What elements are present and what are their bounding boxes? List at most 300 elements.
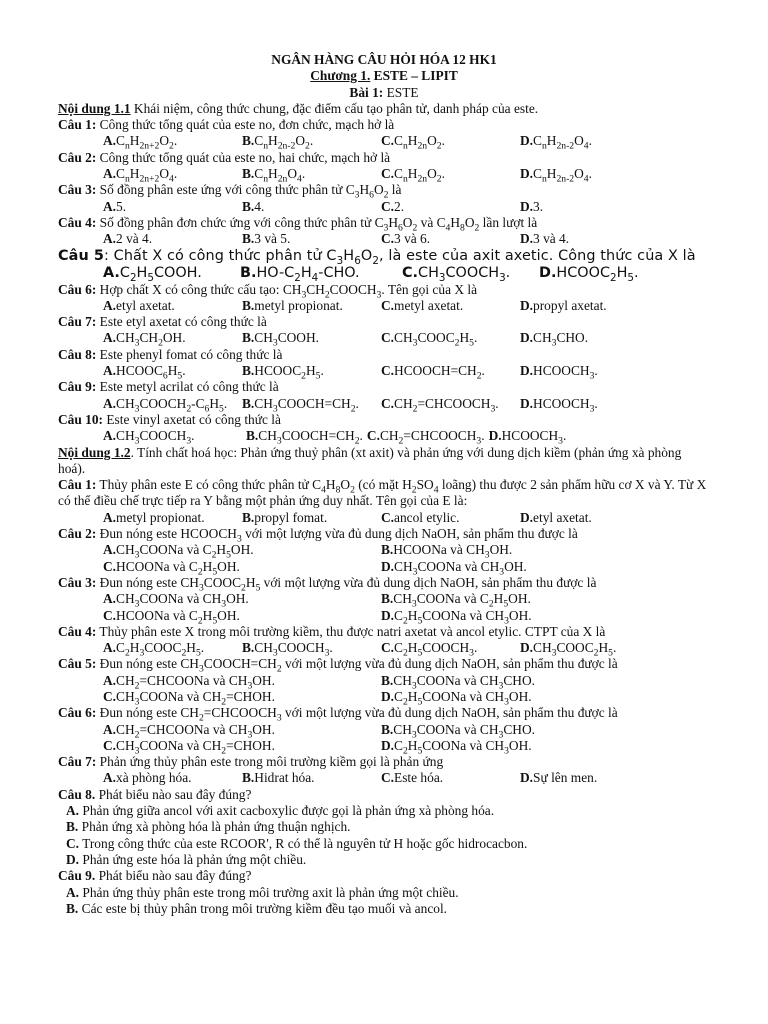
option-text: $HCOOCH_3$.	[533, 363, 598, 382]
answer-option[interactable]	[103, 558, 381, 578]
option-letter: A.	[66, 884, 80, 900]
options-row	[103, 591, 710, 610]
answer-option[interactable]	[103, 591, 381, 610]
option-letter: C.	[381, 198, 395, 214]
option-text: $C_nH_{2n}O_2$.	[394, 166, 445, 185]
question-number: Câu 7:	[58, 754, 97, 770]
option-text: metyl propionat.	[116, 509, 205, 525]
option-text: $CH_3COOC_2H_5$.	[533, 640, 617, 659]
question-number: Câu 5:	[58, 656, 97, 672]
option-text: propyl fomat.	[254, 509, 328, 525]
option-letter: B.	[66, 900, 79, 916]
option-letter: B.	[381, 672, 394, 688]
answer-option[interactable]	[381, 133, 520, 153]
option-letter: B.	[381, 591, 394, 607]
answer-option[interactable]	[103, 672, 381, 692]
option-letter: A.	[103, 640, 117, 656]
question	[58, 314, 710, 330]
answer-option[interactable]	[242, 231, 381, 247]
option-letter: D.	[520, 231, 534, 247]
section-text: Khái niệm, công thức chung, đặc điểm cấu tạo phân tử, danh pháp của este.	[130, 100, 539, 116]
option-letter: B.	[242, 231, 255, 247]
option-text: $C_2H_5COONa$ và $CH_3OH$.	[394, 688, 532, 708]
option-text: $CH_3COONa$ và $C_2H_5OH$.	[116, 542, 254, 561]
option-letter: C.	[381, 509, 395, 525]
option-letter: B.	[240, 264, 257, 281]
answer-option[interactable]	[103, 737, 381, 757]
option-letter: C.	[381, 330, 395, 346]
lesson-heading	[58, 85, 710, 101]
answer-option[interactable]	[103, 265, 240, 282]
option-text: $CH_2=CHCOONa$ và $CH_3OH$.	[116, 672, 275, 692]
chapter-heading	[58, 68, 710, 84]
question-number: Câu 5	[58, 247, 105, 264]
question-text: : Chất X có công thức phân tử $C_3H_6O_2$, là este của axit axetic. Công thức của X là	[104, 247, 696, 267]
answer-option[interactable]	[381, 542, 659, 561]
question	[58, 705, 710, 724]
option-letter: D.	[381, 688, 395, 704]
option-letter: D.	[488, 428, 502, 444]
question-number: Câu 3:	[58, 182, 97, 198]
option-letter: C.	[66, 835, 80, 851]
options-row	[103, 542, 710, 561]
answer-option[interactable]	[103, 199, 242, 215]
answer-option[interactable]	[381, 199, 520, 215]
option-letter: B.	[242, 770, 255, 786]
section-heading-1	[58, 101, 710, 117]
option-text: $CH_3COOCH_3$.	[254, 640, 333, 659]
answer-option[interactable]	[381, 640, 520, 659]
answer-option[interactable]	[381, 688, 659, 708]
chapter-text: ESTE – LIPIT	[370, 68, 458, 84]
question-text: Số đồng phân este ứng với công thức phân tử $C_3H_6O_2$ là	[96, 182, 402, 202]
option-text: $C_2H_5COONa$ và $CH_3OH$.	[394, 607, 532, 627]
answer-option[interactable]	[520, 395, 659, 415]
question-number: Câu 1:	[58, 117, 97, 133]
answer-option[interactable]	[103, 133, 242, 153]
option-letter: B.	[242, 166, 255, 182]
option-letter: D.	[381, 558, 395, 574]
option-letter: C.	[381, 770, 395, 786]
option-text: $CH_3COONa$ và $C_2H_5OH$.	[393, 591, 531, 610]
option-letter: A.	[103, 428, 117, 444]
question-text: Đun nóng este $CH_3COOC_2H_5$ với một lượng vừa đủ dung dịch NaOH, sản phẩm thu được là	[96, 574, 597, 594]
option-letter: A.	[103, 509, 117, 525]
option-text: Phản ứng este hóa là phản ứng một chiều.	[82, 851, 307, 867]
question	[58, 624, 710, 640]
options-row	[103, 265, 710, 282]
answer-option[interactable]	[242, 298, 381, 314]
option-text: $CH_3COONa$ và $CH_3OH$.	[394, 558, 527, 578]
option-text: etyl axetat.	[116, 297, 175, 313]
options-row	[103, 672, 710, 692]
option-letter: D.	[520, 395, 534, 411]
option-letter: A.	[103, 297, 117, 313]
options-row	[103, 395, 710, 415]
options-row	[66, 819, 710, 835]
question-text: Este etyl axetat có công thức là	[96, 314, 267, 330]
option-letter: A.	[103, 363, 117, 379]
options-row	[103, 607, 710, 627]
option-letter: A.	[103, 591, 117, 607]
option-text: $C_nH_{2n+2}O_2$.	[116, 133, 178, 153]
option-text: $C_nH_{2n-2}O_4$.	[533, 133, 592, 153]
option-text: $C_nH_{2n+2}O_4$.	[116, 166, 178, 185]
answer-option[interactable]	[381, 770, 520, 786]
options-row	[66, 836, 710, 852]
question-number: Câu 3:	[58, 574, 97, 590]
answer-option[interactable]	[66, 803, 494, 818]
answer-option[interactable]	[520, 231, 659, 247]
options-row	[103, 737, 710, 757]
option-text: $C_2H_5COOCH_3$.	[394, 640, 478, 659]
answer-option[interactable]	[242, 510, 381, 526]
question-number: Câu 10:	[58, 411, 104, 427]
option-text: Phản ứng giữa ancol với axit cacboxylic được gọi là phản ứng xà phòng hóa.	[82, 803, 495, 819]
question	[58, 214, 710, 234]
answer-option[interactable]	[240, 265, 402, 282]
option-letter: D.	[381, 737, 395, 753]
option-text: $HCOOCH_3$.	[501, 428, 567, 447]
answer-option[interactable]	[366, 428, 485, 447]
answer-option[interactable]	[381, 363, 520, 382]
option-text: metyl propionat.	[254, 297, 343, 313]
answer-option[interactable]	[520, 330, 659, 350]
answer-option[interactable]	[402, 265, 539, 282]
option-letter: D.	[520, 330, 534, 346]
option-letter: D.	[520, 640, 534, 656]
option-text: Phản ứng thủy phân este trong môi trường axit là phản ứng một chiều.	[82, 884, 459, 900]
option-text: 2 và 4.	[116, 231, 153, 247]
answer-option[interactable]	[520, 298, 659, 314]
option-text: $CH_3COOH$.	[254, 330, 319, 350]
answer-option[interactable]	[520, 166, 659, 185]
option-letter: C.	[103, 607, 117, 623]
option-letter: A.	[103, 542, 117, 558]
option-text: Phản ứng xà phòng hóa là phản ứng thuận nghịch.	[81, 819, 351, 835]
options-row	[66, 901, 710, 917]
question	[58, 787, 710, 803]
question-number: Câu 2:	[58, 149, 97, 165]
option-text: 3.	[533, 198, 544, 214]
option-text: xà phòng hóa.	[116, 770, 192, 786]
answer-option[interactable]	[520, 363, 659, 382]
option-text: HCOONa và $C_2H_5OH$.	[116, 607, 240, 627]
option-text: $HCOOCH_3$.	[533, 395, 598, 415]
option-letter: D.	[520, 166, 534, 182]
question-number: Câu 4:	[58, 623, 97, 639]
options-row	[103, 770, 710, 786]
question-number: Câu 1:	[58, 477, 97, 493]
option-letter: C.	[402, 264, 419, 281]
option-letter: A.	[103, 231, 117, 247]
option-letter: B.	[246, 428, 259, 444]
question	[58, 754, 710, 770]
question-text: Este metyl acrilat có công thức là	[96, 379, 279, 395]
option-text: 5.	[116, 198, 127, 214]
answer-option[interactable]	[66, 819, 351, 834]
answer-option[interactable]	[103, 298, 242, 314]
question	[58, 182, 710, 202]
answer-option[interactable]	[66, 836, 527, 851]
option-text: $CH_3COOCH=CH_2$.	[258, 428, 363, 447]
option-letter: A.	[103, 330, 117, 346]
option-letter: D.	[520, 133, 534, 149]
page-title: NGÂN HÀNG CÂU HỎI HÓA 12 HK1	[271, 52, 497, 67]
answer-option[interactable]	[103, 542, 381, 561]
answer-option[interactable]	[103, 688, 381, 708]
option-text: $CH_2=CHCOOCH_3$.	[394, 395, 499, 415]
question	[58, 281, 710, 301]
option-letter: B.	[381, 721, 394, 737]
option-letter: C.	[381, 133, 395, 149]
answer-option[interactable]	[242, 363, 381, 382]
option-text: $CH_3COOC_2H_5$.	[394, 330, 478, 350]
option-text: $CH_3COOCH=CH_2$.	[254, 395, 359, 415]
question-text: Thủy phân este X trong môi trường kiềm, thu được natri axetat và ancol etylic. CTPT của X là	[96, 623, 606, 639]
option-letter: D.	[539, 264, 557, 281]
option-letter: C.	[381, 297, 395, 313]
question-text: Đun nóng este $HCOOCH_3$ với một lượng vừa đủ dung dịch NaOH, sản phẩm thu được là	[96, 526, 578, 545]
answer-option[interactable]	[381, 737, 659, 757]
option-text: $CH_3CHO$.	[533, 330, 589, 350]
option-text: $C_nH_{2n}O_4$.	[254, 166, 306, 185]
answer-option[interactable]	[242, 199, 381, 215]
answer-option[interactable]	[103, 607, 381, 627]
option-text: $HCOOCH=CH_2$.	[394, 363, 485, 382]
question-text: Phát biểu nào sau đây đúng?	[95, 868, 252, 884]
section-label: Nội dung 1.1	[58, 100, 131, 116]
option-letter: B.	[242, 395, 255, 411]
answer-option[interactable]	[103, 166, 242, 185]
question	[58, 574, 710, 594]
answer-option[interactable]	[381, 721, 659, 741]
answer-option[interactable]	[539, 265, 659, 282]
answer-option[interactable]	[103, 363, 242, 382]
answer-option[interactable]	[242, 395, 381, 415]
answer-option[interactable]	[103, 721, 381, 741]
option-text: metyl axetat.	[394, 297, 464, 313]
option-text: Các este bị thủy phân trong môi trường kiềm đều tạo muối và ancol.	[81, 900, 448, 916]
option-text: propyl axetat.	[533, 297, 607, 313]
option-letter: A.	[103, 264, 120, 281]
option-text: $CH_3COOCH_3$.	[418, 264, 511, 284]
question-text: Thủy phân este E có công thức phân tử $C_4H_8O_2$ (có mặt $H_2SO_4$ loãng) thu được 2 sản phẩm hữu cơ X và Y. Từ X có thể điều chế trực tiếp ra Y bằng một phản ứng duy nhất. Tên gọi của E là:	[58, 477, 707, 509]
question-text: Este vinyl axetat có công thức là	[103, 411, 281, 427]
answer-option[interactable]	[66, 852, 306, 867]
option-text: $CH_3CH_2OH$.	[116, 330, 186, 350]
section-label: Nội dung 1.2	[58, 444, 131, 460]
question	[58, 412, 710, 428]
answer-option[interactable]	[66, 901, 447, 916]
question	[58, 347, 710, 363]
answer-option[interactable]	[520, 640, 659, 659]
answer-option[interactable]	[381, 330, 520, 350]
options-row	[66, 885, 710, 901]
question-number: Câu 2:	[58, 526, 97, 542]
question-number: Câu 9.	[58, 868, 96, 884]
options-row	[103, 298, 710, 314]
options-row	[103, 363, 710, 382]
answer-option[interactable]	[242, 166, 381, 185]
option-text: $C_2H_5COOH$.	[119, 264, 202, 284]
question	[58, 248, 710, 265]
option-letter: A.	[103, 198, 117, 214]
option-text: $C_nH_{2n}O_2$.	[394, 133, 445, 153]
option-letter: B.	[242, 363, 255, 379]
question-text: Đun nóng este $CH_2=CHCOOCH_3$ với một lượng vừa đủ dung dịch NaOH, sản phẩm thu được là	[96, 705, 618, 724]
option-letter: A.	[103, 672, 117, 688]
answer-option[interactable]	[381, 166, 520, 185]
answer-option[interactable]	[488, 428, 567, 447]
option-text: 4.	[254, 198, 265, 214]
option-text: $CH_2=CHCOONa$ và $CH_3OH$.	[116, 721, 275, 741]
option-letter: C.	[103, 558, 117, 574]
question-number: Câu 9:	[58, 379, 97, 395]
answer-option[interactable]	[381, 607, 659, 627]
question-number: Câu 6:	[58, 281, 97, 297]
answer-option[interactable]	[242, 330, 381, 350]
options-row	[103, 640, 710, 659]
option-letter: C.	[366, 428, 380, 444]
options-row	[103, 199, 710, 215]
answer-option[interactable]	[103, 231, 242, 247]
option-text: $CH_3COOCH_2-C_6H_5$.	[116, 395, 228, 415]
option-letter: D.	[520, 297, 534, 313]
answer-option[interactable]	[103, 770, 242, 786]
option-text: $CH_3COONa$ và $CH_3CHO$.	[393, 672, 535, 692]
option-letter: B.	[66, 819, 79, 835]
option-letter: A.	[66, 803, 80, 819]
question	[58, 526, 710, 545]
option-text: $CH_3COONa$ và $CH_3CHO$.	[393, 721, 535, 741]
option-text: 3 và 4.	[533, 231, 570, 247]
option-letter: B.	[381, 542, 394, 558]
option-text: Este hóa.	[394, 770, 444, 786]
options-row	[103, 688, 710, 708]
option-text: Hidrat hóa.	[254, 770, 315, 786]
option-text: $CH_3COONa$ và $CH_2=CHOH$.	[116, 737, 275, 757]
answer-option[interactable]	[520, 199, 659, 215]
answer-option[interactable]	[242, 640, 381, 659]
question-text: Công thức tổng quát của este no, đơn chức, mạch hở là	[96, 117, 395, 133]
option-text: Trong công thức của este RCOOR', R có thể là nguyên tử H hoặc gốc hidrocacbon.	[82, 835, 528, 851]
answer-option[interactable]	[520, 770, 659, 786]
option-text: $HO-C_2H_4$-CHO.	[256, 264, 360, 284]
option-text: 2.	[394, 198, 405, 214]
option-letter: D.	[520, 509, 534, 525]
question-number: Câu 7:	[58, 314, 97, 330]
question	[58, 477, 710, 510]
option-text: $C_nH_{2n-2}O_4$.	[533, 166, 592, 185]
question	[58, 117, 710, 133]
chapter-label: Chương 1.	[310, 68, 371, 84]
question	[58, 868, 710, 884]
answer-option[interactable]	[381, 395, 520, 415]
answer-option[interactable]	[66, 885, 459, 900]
options-row	[103, 558, 710, 578]
option-text: $CH_3COOCH_3$.	[116, 428, 195, 447]
answer-option[interactable]	[103, 395, 242, 415]
option-letter: B.	[242, 330, 255, 346]
question-text: Phản ứng thủy phân este trong môi trường kiềm gọi là phản ứng	[96, 754, 444, 770]
answer-option[interactable]	[242, 770, 381, 786]
option-text: ancol etylic.	[394, 509, 460, 525]
option-text: $C_2H_3COOC_2H_5$.	[116, 640, 205, 659]
question-text: Este phenyl fomat có công thức là	[96, 346, 283, 362]
answer-option[interactable]	[103, 330, 242, 350]
options-row	[103, 231, 710, 247]
answer-option[interactable]	[103, 510, 242, 526]
answer-option[interactable]	[381, 591, 659, 610]
option-letter: D.	[381, 607, 395, 623]
option-letter: A.	[103, 721, 117, 737]
lesson-label: Bài 1:	[349, 84, 384, 100]
options-row	[103, 510, 710, 526]
option-letter: A.	[103, 395, 117, 411]
answer-option[interactable]	[381, 672, 659, 692]
option-letter: D.	[520, 363, 534, 379]
option-text: $HCOOC_6H_5$.	[116, 363, 186, 382]
option-letter: B.	[242, 297, 255, 313]
option-letter: D.	[520, 770, 534, 786]
option-letter: C.	[381, 395, 395, 411]
answer-option[interactable]	[381, 558, 659, 578]
option-text: $CH_3COONa$ và $CH_3OH$.	[116, 591, 249, 610]
option-letter: C.	[103, 737, 117, 753]
option-text: HCOONa và $CH_3OH$.	[393, 542, 513, 561]
question-number: Câu 6:	[58, 705, 97, 721]
options-row	[103, 721, 710, 741]
section-2-questions	[58, 477, 710, 917]
answer-option[interactable]	[103, 428, 242, 447]
option-letter: A.	[103, 166, 117, 182]
option-letter: C.	[381, 166, 395, 182]
option-text: $CH_2=CHCOOCH_3$.	[379, 428, 485, 447]
options-row	[103, 428, 710, 447]
lesson-text: ESTE	[383, 84, 419, 100]
option-letter: B.	[242, 509, 255, 525]
question	[58, 379, 710, 395]
answer-option[interactable]	[520, 133, 659, 153]
question-number: Câu 4:	[58, 214, 97, 230]
answer-option[interactable]	[381, 298, 520, 314]
question-text: Công thức tổng quát của este no, hai chức, mạch hở là	[96, 149, 391, 165]
option-letter: A.	[103, 133, 117, 149]
question-text: Hợp chất X có công thức cấu tạo: $CH_3CH_2COOCH_3$. Tên gọi của X là	[96, 281, 478, 301]
options-row	[103, 166, 710, 185]
answer-option[interactable]	[103, 640, 242, 659]
option-text: $C_nH_{2n-2}O_2$.	[254, 133, 314, 153]
answer-option[interactable]	[246, 428, 363, 447]
question-number: Câu 8:	[58, 346, 97, 362]
option-letter: C.	[381, 640, 395, 656]
answer-option[interactable]	[520, 510, 659, 526]
options-row	[66, 803, 710, 819]
options-row	[103, 330, 710, 350]
question-text: Đun nóng este $CH_3COOCH=CH_2$ với một lượng vừa đủ dung dịch NaOH, sản phẩm thu được là	[96, 656, 618, 676]
option-text: etyl axetat.	[533, 509, 592, 525]
answer-option[interactable]	[242, 133, 381, 153]
option-text: $CH_3COONa$ và $CH_2=CHOH$.	[116, 688, 275, 708]
answer-option[interactable]	[381, 510, 520, 526]
option-text: $HCOOC_2H_5$.	[556, 264, 639, 284]
option-letter: C.	[103, 688, 117, 704]
option-letter: A.	[103, 770, 117, 786]
section-text: . Tính chất hoá học: Phản ứng thuỷ phân (xt axit) và phản ứng với dung dịch kiềm (phản ứng xà phòng hoá).	[58, 444, 682, 476]
answer-option[interactable]	[381, 231, 520, 247]
option-letter: C.	[381, 363, 395, 379]
